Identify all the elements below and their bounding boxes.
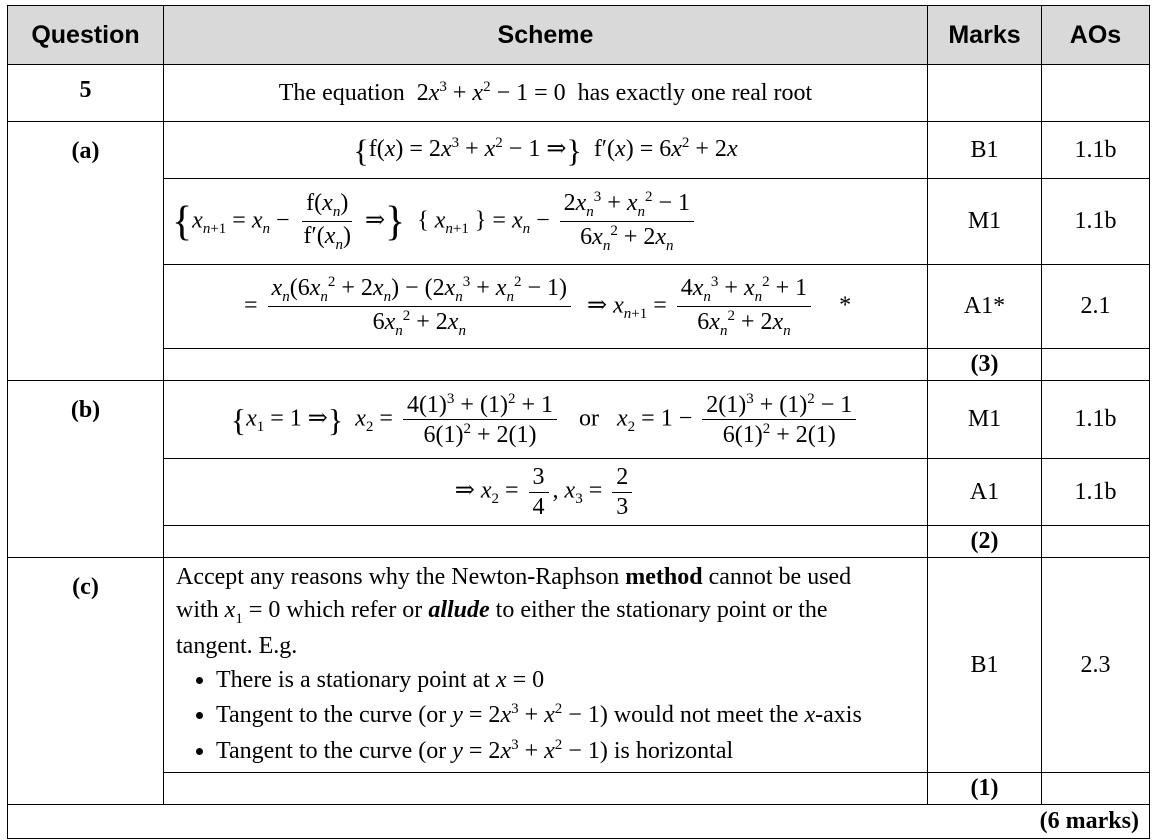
part-c-bullet-1: • There is a stationary point at x = 0	[216, 663, 915, 699]
part-a-row-1	[8, 122, 1150, 179]
part-b-result: ⇒ $x_2$ = $\frac{3}{4}$ , $x_3$ = $\frac{2}{3}$	[164, 459, 928, 526]
part-b-ao-1: 1.1b	[1042, 381, 1150, 459]
part-c-subtotal: (1)	[928, 773, 1042, 805]
header-question: Question	[8, 6, 164, 65]
part-a-mark-1: B1	[928, 122, 1042, 179]
part-c-line-2: with $x_1 = 0$ which refer or allude to either the stationary point or the	[176, 597, 828, 627]
part-a-derivative: {$f(x) = 2x^3 + x^2 - 1$ ⇒} $f'(x) = 6x^2 + 2x$	[164, 122, 928, 179]
part-c-bullet-list	[176, 663, 915, 770]
part-c-reasons	[164, 558, 928, 773]
part-b-subtotal-row	[8, 526, 1150, 558]
part-b-mark-2: A1	[928, 459, 1042, 526]
part-c-line-3: tangent. E.g.	[176, 632, 298, 659]
header-scheme: Scheme	[164, 6, 928, 65]
part-c-line-1: Accept any reasons why the Newton-Raphson method cannot be used	[176, 564, 852, 590]
intro-text-pre: The equation	[278, 80, 405, 106]
total-marks: (6 marks)	[8, 805, 1150, 839]
part-a-nr-formula: {$x_{n+1} = x_n$ − $\frac{f(x_n)}{f'(x_n)}$ ⇒} { $x_{n+1}$ } = $x_n$ − $\frac{2x_n^3 + x_n^2 - 1}{6x_n^2 + 2x_n}$	[164, 179, 928, 265]
header-row	[8, 6, 1150, 65]
mark-scheme-table	[7, 5, 1150, 839]
part-a-ao-2: 1.1b	[1042, 179, 1150, 265]
part-a-subtotal-row	[8, 349, 1150, 381]
part-c-bullet-3: • Tangent to the curve (or $y = 2x^3 + x^2 - 1$) is horizontal	[216, 734, 915, 770]
part-b-mark-1: M1	[928, 381, 1042, 459]
part-a-ao-1: 1.1b	[1042, 122, 1150, 179]
question-intro-row	[8, 65, 1150, 122]
part-c-row	[8, 558, 1150, 773]
part-b-label: (b)	[8, 381, 164, 558]
intro-text-post: has exactly one real root	[577, 80, 813, 106]
part-c-ao: 2.3	[1042, 558, 1150, 773]
part-a-simplification: = $\frac{x_n(6x_n^2 + 2x_n) - (2x_n^3 + x_n^2 - 1)}{6x_n^2 + 2x_n}$ ⇒ $x_{n+1}$ = $\frac{4x_n^3 + x_n^2 + 1}{6x_n^2 + 2x_n}$ *	[164, 265, 928, 349]
part-b-ao-2: 1.1b	[1042, 459, 1150, 526]
part-a-subtotal: (3)	[928, 349, 1042, 381]
header-aos: AOs	[1042, 6, 1150, 65]
part-b-row-1	[8, 381, 1150, 459]
header-marks: Marks	[928, 6, 1042, 65]
or-text: or	[579, 405, 599, 432]
part-c-bullet-2: • Tangent to the curve (or $y = 2x^3 + x^2 - 1$) would not meet the x-axis	[216, 698, 915, 734]
part-a-label: (a)	[8, 122, 164, 381]
part-a-ao-3: 2.1	[1042, 265, 1150, 349]
total-row	[8, 805, 1150, 839]
question-statement	[164, 65, 928, 122]
part-c-subtotal-row	[8, 773, 1150, 805]
part-b-subtotal: (2)	[928, 526, 1042, 558]
part-a-mark-2: M1	[928, 179, 1042, 265]
intro-equation: $2x^3 + x^2 - 1 = 0$	[410, 79, 572, 106]
question-number: 5	[8, 65, 164, 122]
part-a-row-3	[8, 265, 1150, 349]
part-a-mark-3: A1*	[928, 265, 1042, 349]
part-c-mark: B1	[928, 558, 1042, 773]
part-a-row-2	[8, 179, 1150, 265]
part-c-label: (c)	[8, 558, 164, 805]
part-b-row-2	[8, 459, 1150, 526]
part-b-substitution: {$x_1 = 1$ ⇒} $x_2$ = $\frac{4(1)^3 + (1)^2 + 1}{6(1)^2 + 2(1)}$ or $x_2 = 1$ − $\frac{2(1)^3 + (1)^2 - 1}{6(1)^2 + 2(1)}$	[164, 381, 928, 459]
